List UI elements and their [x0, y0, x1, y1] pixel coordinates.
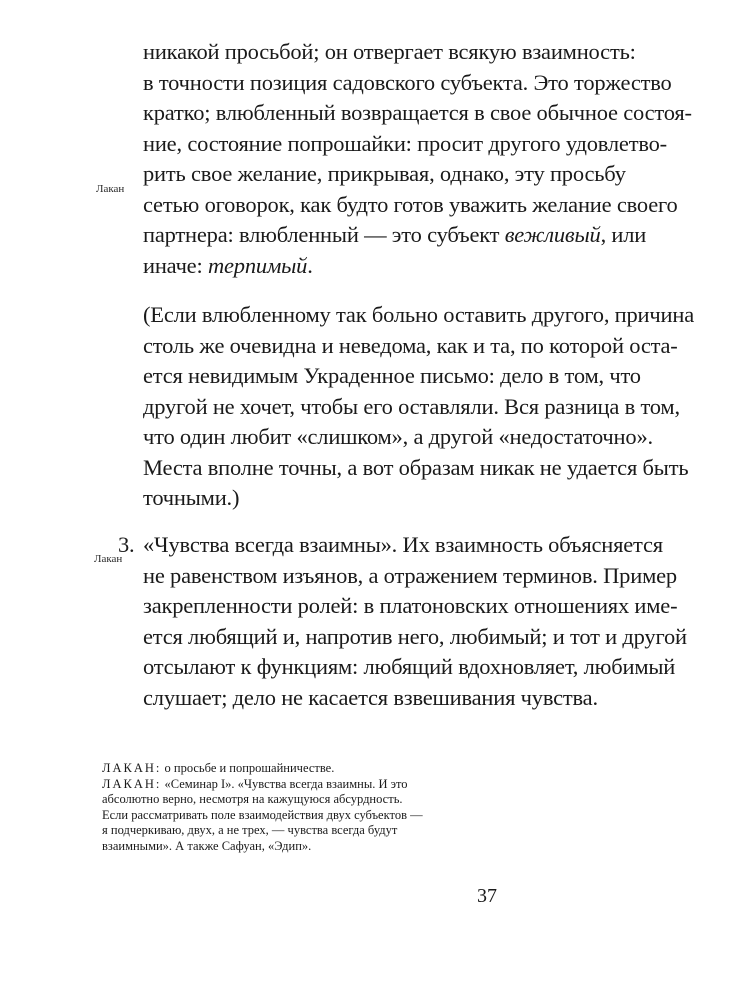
footnote-source-tag: ЛАКАН: — [102, 776, 162, 791]
text-line: (Если влюбленному так больно оставить другого, причина — [143, 302, 694, 327]
text-run: партнера: влюбленный — это субъект — [143, 222, 505, 247]
text-line: никакой просьбой; он отвергает всякую взаимность: — [143, 39, 636, 64]
footnote-line — [102, 761, 423, 777]
italic-term: вежливый — [504, 222, 601, 247]
text-line: отсылают к функциям: любящий вдохновляет, любимый — [143, 654, 676, 679]
paragraph-continuation — [143, 37, 713, 281]
text-line: рить свое желание, прикрывая, однако, эту просьбу — [143, 161, 626, 186]
page-number: 37 — [477, 885, 497, 907]
footnote-text: о просьбе и попрошайничестве. — [161, 761, 335, 775]
text-line: ется невидимым Украденное письмо: дело в том, что — [143, 363, 641, 388]
text-line — [143, 220, 713, 251]
margin-note-lacan: Лакан — [94, 553, 123, 565]
footnote-text: «Семинар I». «Чувства всегда взаимны. И это — [161, 776, 408, 791]
text-line: сетью оговорок, как будто готов уважить желание своего — [143, 191, 678, 217]
text-line: Места вполне точны, а вот образам никак не удается быть — [143, 454, 689, 480]
footnote-line: взаимными». А также Сафуан, «Эдип». — [102, 838, 312, 853]
footnote-line — [102, 777, 423, 793]
text-run: . — [307, 252, 313, 278]
text-line: «Чувства всегда взаимны». Их взаимность объясняется — [143, 532, 663, 557]
margin-note-lacan: Лакан — [96, 183, 125, 195]
text-line: в точности позиция садовского субъекта. Это торжество — [143, 69, 672, 95]
text-line: точными.) — [143, 485, 240, 510]
footnote-source-tag: ЛАКАН: — [102, 761, 162, 775]
italic-term: терпимый — [207, 252, 308, 278]
text-line: закрепленности ролей: в платоновских отношениях име- — [143, 593, 678, 618]
text-line: что один любит «слишком», а другой «недостаточно». — [143, 424, 653, 449]
text-line: ется любящий и, напротив него, любимый; и тот и другой — [143, 623, 687, 649]
footnote-line: абсолютно верно, несмотря на кажущуюся абсурдность. — [102, 792, 403, 806]
footnote-line: я подчеркиваю, двух, а не трех, — чувства всегда будут — [102, 823, 398, 837]
text-run: иначе: — [143, 252, 208, 278]
text-line: столь же очевидна и неведома, как и та, по которой оста- — [143, 332, 678, 358]
text-line: ние, состояние попрошайки: просит другого удовлетво- — [143, 130, 667, 156]
text-line: другой не хочет, чтобы его оставляли. Вся разница в том, — [143, 393, 680, 419]
item-number: 3. — [118, 532, 135, 557]
footnote-line: Если рассматривать поле взаимодействия двух субъектов — — [102, 807, 423, 822]
text-line: не равенством изъянов, а отражением терминов. Пример — [143, 562, 677, 588]
text-run: , или — [600, 222, 647, 247]
text-line: кратко; влюбленный возвращается в свое обычное состоя- — [143, 100, 692, 125]
text-line: слушает; дело не касается взвешивания чувства. — [143, 684, 598, 710]
footnotes — [102, 761, 423, 854]
parenthetical-paragraph — [143, 300, 713, 514]
numbered-paragraph-3 — [118, 530, 713, 713]
text-line — [143, 251, 713, 282]
